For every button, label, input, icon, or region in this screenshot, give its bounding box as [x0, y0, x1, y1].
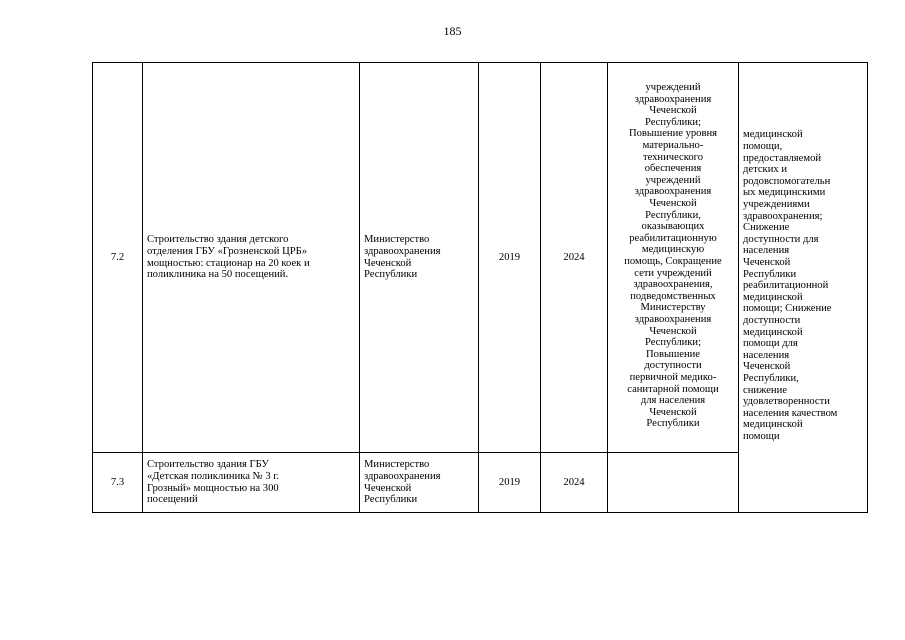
text-line: обеспечения	[644, 163, 702, 175]
text-line: Министерство	[364, 234, 430, 246]
start-year-cell: 2019	[479, 453, 541, 513]
program-measures-table	[92, 62, 868, 513]
text-line: медицинской	[743, 129, 803, 141]
text-line: Чеченской	[649, 406, 697, 418]
end-year-cell: 2024	[541, 453, 608, 513]
consequences-cell	[739, 63, 868, 513]
text-line: Республики,	[743, 372, 799, 384]
text-line: Чеченской	[364, 257, 412, 269]
text-line: доступности	[644, 360, 702, 372]
text-line: медицинской	[743, 326, 803, 338]
text-line: Повышение	[646, 348, 700, 360]
text-line: Республики,	[645, 209, 701, 221]
text-line: Чеченской	[649, 105, 697, 117]
text-line: Чеченской	[649, 198, 697, 210]
text-line: Республики	[743, 268, 797, 280]
text-line: «Детская поликлиника № 3 г.	[147, 470, 280, 482]
text-line: учреждений	[645, 82, 701, 94]
expected-result-cell	[608, 453, 739, 513]
measure-number-cell: 7.2	[93, 63, 143, 453]
text-line: здравоохранения	[634, 186, 712, 198]
text-line: Строительство здания ГБУ	[147, 459, 269, 471]
text-line: родовспомогательн	[743, 175, 831, 187]
text-line: реабилитационной	[743, 280, 829, 292]
text-line: реабилитационную	[629, 232, 717, 244]
text-line: для населения	[640, 395, 706, 407]
text-line: здравоохранения;	[743, 210, 823, 222]
text-line: оказывающих	[641, 221, 705, 233]
text-line: подведомственных	[630, 290, 716, 302]
text-line: мощностью: стационар на 20 коек и	[147, 257, 310, 269]
text-line: Грозный» мощностью на 300	[147, 482, 279, 494]
end-year-cell: 2024	[541, 63, 608, 453]
text-line: Министерству	[640, 302, 706, 314]
text-line: учреждениями	[743, 199, 810, 211]
text-line: населения	[743, 349, 790, 361]
text-line: детских и	[743, 164, 787, 176]
text-line: первичной медико-	[629, 371, 717, 383]
text-line: здравоохранения	[634, 93, 712, 105]
text-line: Министерство	[364, 459, 430, 471]
expected-result-cell	[608, 63, 739, 453]
text-line: санитарной помощи	[627, 383, 719, 395]
text-line: отделения ГБУ «Грозненской ЦРБ»	[147, 245, 307, 257]
text-line: доступности	[743, 314, 801, 326]
text-line: Чеченской	[743, 361, 791, 373]
text-line: помощи	[743, 430, 780, 442]
text-line: материально-	[642, 140, 704, 152]
text-line: сети учреждений	[634, 267, 712, 279]
text-line: медицинской	[743, 419, 803, 431]
text-line: медицинскую	[641, 244, 705, 256]
executor-cell	[360, 63, 479, 453]
text-line: Республики;	[644, 116, 702, 128]
text-line: Республики	[646, 418, 700, 430]
text-line: Чеченской	[743, 257, 791, 269]
text-line: помощи для	[743, 338, 798, 350]
text-line: посещений	[147, 494, 198, 506]
text-line: Республики	[364, 269, 418, 281]
text-line: помощи; Снижение	[743, 303, 832, 315]
text-line: учреждений	[645, 174, 701, 186]
text-line: Повышение уровня	[628, 128, 718, 140]
text-line: Чеченской	[649, 325, 697, 337]
text-line: Чеченской	[364, 482, 412, 494]
text-line: Республики	[364, 494, 418, 506]
text-line: здравоохранения,	[633, 279, 713, 291]
text-line: помощь, Сокращение	[624, 256, 722, 267]
text-line: Строительство здания детского	[147, 234, 289, 246]
text-line: помощи,	[743, 141, 783, 153]
text-line: доступности для	[743, 233, 819, 245]
measure-name-cell	[143, 453, 360, 513]
text-line: Республики;	[644, 337, 702, 349]
measure-number-cell: 7.3	[93, 453, 143, 513]
text-line: удовлетворенности	[743, 396, 830, 408]
text-line: технического	[642, 151, 704, 163]
text-line: здравоохранения	[364, 245, 441, 257]
executor-cell	[360, 453, 479, 513]
text-line: предоставляемой	[743, 152, 822, 164]
text-line: ых медицинскими	[743, 187, 826, 199]
text-line: населения качеством	[743, 407, 838, 419]
text-line: поликлиника на 50 посещений.	[147, 269, 289, 281]
text-line: Снижение	[743, 222, 790, 234]
start-year-cell: 2019	[479, 63, 541, 453]
text-line: здравоохранения	[634, 313, 712, 325]
measure-name-cell	[143, 63, 360, 453]
table-row	[93, 63, 868, 453]
text-line: медицинской	[743, 291, 803, 303]
text-line: снижение	[743, 384, 787, 396]
page-number: 185	[443, 24, 462, 38]
text-line: здравоохранения	[364, 470, 441, 482]
text-line: населения	[743, 245, 790, 257]
